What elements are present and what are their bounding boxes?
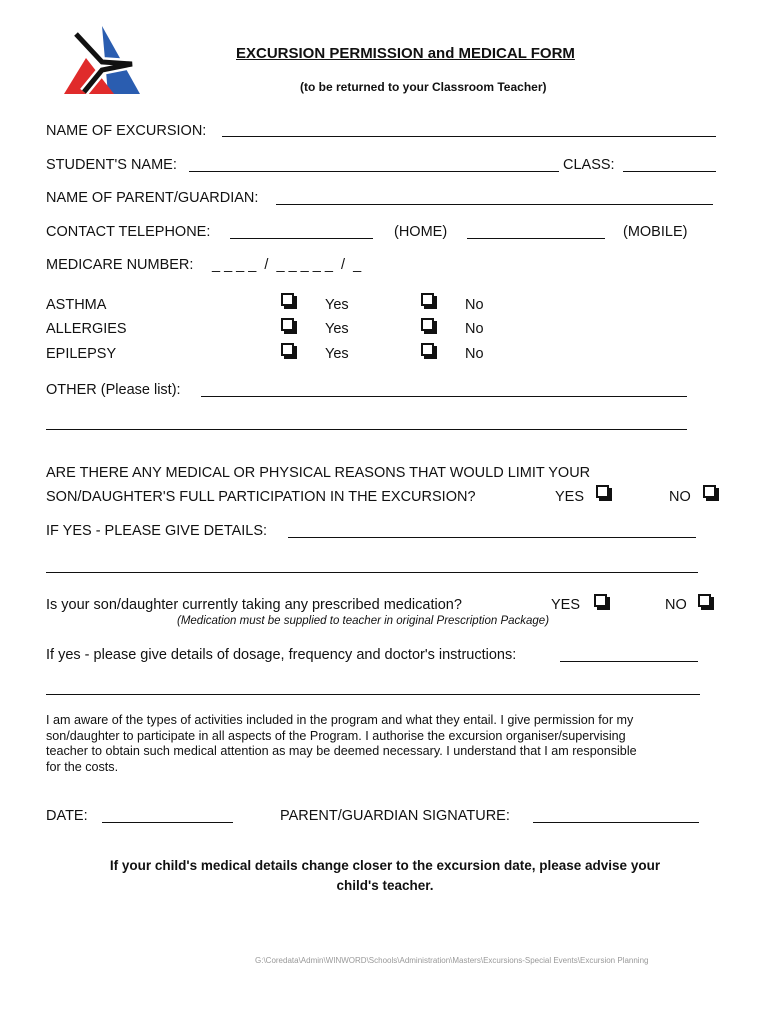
medicare-number-field[interactable]: _ _ _ _ / _ _ _ _ _ / _ [212,257,362,273]
consent-line-4: for the costs. [46,759,119,774]
parent-signature-label: PARENT/GUARDIAN SIGNATURE: [280,808,510,824]
home-label: (HOME) [394,224,448,240]
if-yes-field-line-1[interactable] [288,537,696,538]
footer-advice-line-1: If your child's medical details change closer to the excursion date, please advise your [109,858,661,873]
if-yes-field-line-2[interactable] [46,572,698,573]
consent-line-1: I am aware of the types of activities included in the program and what they entail. I give permission for my [46,713,634,727]
mobile-label: (MOBILE) [623,224,688,240]
footer-advice [40,856,730,896]
class-field[interactable] [623,171,716,172]
epilepsy-no-label: No [465,346,484,362]
parent-signature-field[interactable] [533,822,699,823]
allergies-no-checkbox[interactable] [421,318,434,331]
medication-details-field-line-1[interactable] [560,661,698,662]
footer-advice-line-2: child's teacher. [336,878,434,893]
limit-no-label: NO [669,489,691,505]
epilepsy-yes-label: Yes [325,346,349,362]
logo-emblem-icon [62,24,152,98]
asthma-yes-label: Yes [325,297,349,313]
file-path: G:\Coredata\Admin\WINWORD\Schools\Administration\Masters\Excursions-Special Events\Excursion Planning [255,956,649,965]
other-label: OTHER (Please list): [46,382,181,398]
condition-label-allergies: ALLERGIES [46,321,127,337]
student-name-label: STUDENT'S NAME: [46,157,177,173]
medication-no-checkbox[interactable] [698,594,711,607]
student-name-field[interactable] [189,171,559,172]
asthma-yes-checkbox[interactable] [281,293,294,306]
mobile-phone-field[interactable] [467,238,605,239]
form-title: EXCURSION PERMISSION and MEDICAL FORM [236,45,575,62]
other-field-line-2[interactable] [46,429,687,430]
consent-line-3: teacher to obtain such medical attention as may be deemed necessary. I understand that I am responsible [46,744,637,759]
condition-label-asthma: ASTHMA [46,297,107,313]
medication-details-label: If yes - please give details of dosage, frequency and doctor's instructions: [46,647,517,663]
medication-details-field-line-2[interactable] [46,694,700,695]
date-label: DATE: [46,808,88,824]
limit-yes-label: YES [555,489,585,505]
if-yes-label: IF YES - PLEASE GIVE DETAILS: [46,523,268,539]
parent-name-field[interactable] [276,204,713,205]
home-phone-field[interactable] [230,238,373,239]
other-field-line-1[interactable] [201,396,687,397]
asthma-no-checkbox[interactable] [421,293,434,306]
limit-yes-checkbox[interactable] [596,485,609,498]
medication-yes-checkbox[interactable] [594,594,607,607]
limit-no-checkbox[interactable] [703,485,716,498]
consent-line-2: son/daughter to participate in all aspects of the Program. I authorise the excursion organiser/supervising [46,728,626,743]
asthma-no-label: No [465,297,484,313]
medication-note: (Medication must be supplied to teacher in original Prescription Package) [177,615,550,627]
medication-yes-label: YES [551,597,581,613]
medication-no-label: NO [665,597,687,613]
excursion-name-field[interactable] [222,136,716,137]
allergies-yes-label: Yes [325,321,349,337]
limit-question-line2: SON/DAUGHTER'S FULL PARTICIPATION IN THE EXCURSION? [46,489,476,505]
epilepsy-no-checkbox[interactable] [421,343,434,356]
parent-name-label: NAME OF PARENT/GUARDIAN: [46,190,259,206]
allergies-yes-checkbox[interactable] [281,318,294,331]
school-logo [62,24,152,98]
form-subtitle: (to be returned to your Classroom Teacher) [300,80,547,94]
limit-question-line1: ARE THERE ANY MEDICAL OR PHYSICAL REASONS THAT WOULD LIMIT YOUR [46,465,591,481]
consent-paragraph [46,713,726,775]
medicare-label: MEDICARE NUMBER: [46,257,194,273]
date-field[interactable] [102,822,233,823]
condition-label-epilepsy: EPILEPSY [46,346,117,362]
contact-telephone-label: CONTACT TELEPHONE: [46,224,211,240]
allergies-no-label: No [465,321,484,337]
class-label: CLASS: [563,157,615,173]
medication-question: Is your son/daughter currently taking any prescribed medication? [46,597,462,613]
epilepsy-yes-checkbox[interactable] [281,343,294,356]
excursion-name-label: NAME OF EXCURSION: [46,123,207,139]
